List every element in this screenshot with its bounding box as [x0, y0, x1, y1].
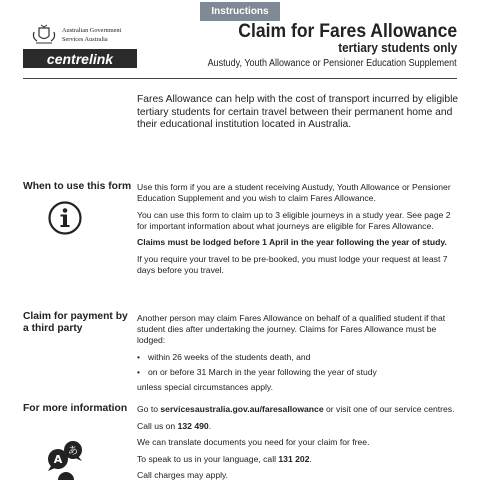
language-line: To speak to us in your language, call 131 202.	[137, 453, 312, 464]
gov-line-2: Services Australia	[62, 35, 108, 43]
when-to-use-body	[137, 182, 462, 281]
bullet-text: on or before 31 March in the year following the year of study	[148, 366, 377, 377]
svg-text:あ: あ	[68, 446, 78, 457]
when-paragraph-1: Use this form if you are a student receiving Austudy, Youth Allowance or Pensioner Education Supplement and you wish to claim Fares Allowance.	[137, 182, 451, 203]
page-subtitle: tertiary students only	[338, 40, 457, 55]
more-info-heading: For more information	[23, 403, 128, 414]
language-speech-bubbles-icon	[44, 440, 88, 480]
bullet-text: within 26 weeks of the students death, and	[148, 351, 311, 362]
faresallowance-link[interactable]: servicesaustralia.gov.au/faresallowance	[160, 404, 324, 414]
header-divider	[23, 78, 457, 79]
intro-paragraph: Fares Allowance can help with the cost of transport incurred by eligible tertiary students for certain travel between their permanent home and their educational institution located in Australia.	[137, 94, 459, 130]
translate-line: We can translate documents you need for your claim for free.	[137, 437, 370, 447]
when-paragraph-4: If you require your travel to be pre-booked, you must lodge your request at least 7 days before you travel.	[137, 253, 448, 275]
info-circle-icon	[47, 200, 83, 236]
list-item: • on or before 31 March in the year following the year of study	[137, 366, 377, 377]
third-party-body	[137, 313, 462, 398]
lodge-deadline: Claims must be lodged before 1 April in the year following the year of study.	[137, 237, 447, 247]
third-paragraph-1: Another person may claim Fares Allowance on behalf of a qualified student if that student dies after undertaking the journey. Claims for Fares Allowance must be lodged:	[137, 313, 446, 345]
coat-of-arms-icon	[30, 24, 58, 46]
svg-text:A: A	[53, 453, 63, 466]
phone-number: 132 490	[177, 420, 209, 431]
gov-line-1: Australian Government	[62, 27, 122, 34]
phone-line: Call us on 132 490.	[137, 420, 212, 431]
third-party-heading: Claim for payment by a third party	[23, 311, 128, 334]
third-paragraph-2: unless special circumstances apply.	[137, 381, 273, 392]
instructions-tab[interactable]: Instructions	[200, 2, 280, 21]
list-item: • within 26 weeks of the students death, and	[137, 351, 311, 362]
government-branding	[62, 27, 121, 44]
language-phone-number: 131 202	[278, 453, 310, 464]
when-paragraph-2: You can use this form to claim up to 3 eligible journeys in a study year. See page 2 for important information about what journeys are eligible for Fares Allowance.	[137, 209, 451, 231]
centrelink-logo: centrelink	[23, 49, 137, 68]
page-title: Claim for Fares Allowance	[238, 20, 457, 42]
call-charges-line: Call charges may apply.	[137, 470, 229, 480]
when-to-use-heading: When to use this form	[23, 181, 132, 192]
more-info-body	[137, 404, 462, 487]
benefits-line: Austudy, Youth Allowance or Pensioner Education Supplement	[207, 58, 457, 69]
website-line: Go to servicesaustralia.gov.au/faresallowance or visit one of our service centres.	[137, 404, 455, 414]
